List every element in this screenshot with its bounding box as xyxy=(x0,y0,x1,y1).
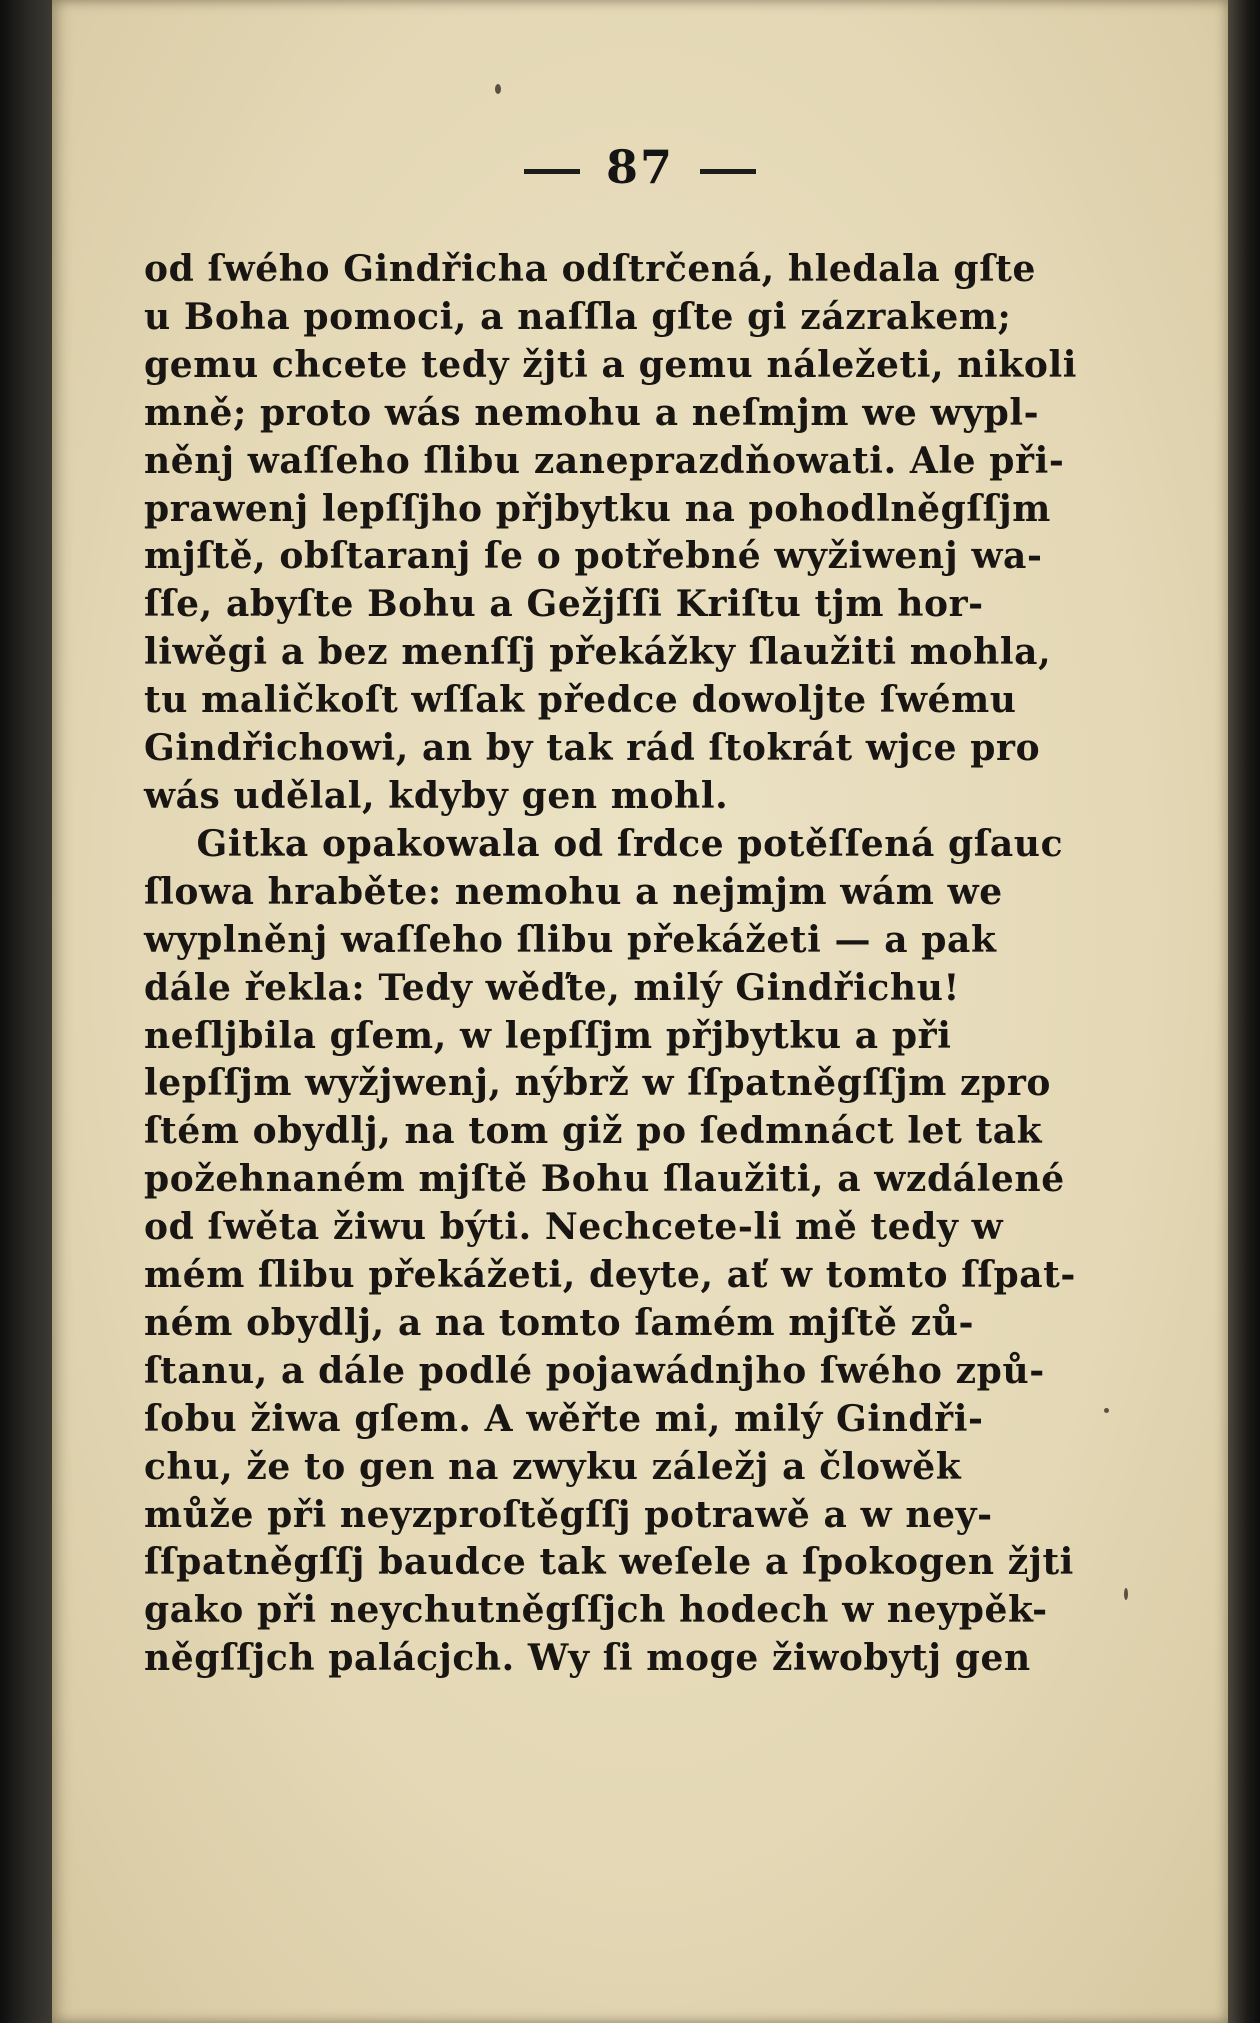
text-line: ſſe, abyſte Bohu a Gežjſſi Kriſtu tjm hor- xyxy=(144,583,984,626)
paper-speck xyxy=(495,84,501,94)
text-line: ném obydlj, a na tomto ſamém mjſtě zů- xyxy=(144,1301,975,1344)
text-line: lepſſjm wyžjwenj, nýbrž w ſſpatněgſſjm zpro xyxy=(144,1062,1052,1105)
text-line: liwěgi a bez menſſj překážky ſlaužiti mohla, xyxy=(144,631,1052,674)
body-text xyxy=(144,246,1140,1683)
text-line: wás udělal, kdyby gen mohl. xyxy=(144,774,729,817)
text-line: ſſpatněgſſj baudce tak weſele a ſpokogen žjti xyxy=(144,1541,1074,1584)
text-line: tu maličkoſt wſſak předce dowoljte ſwému xyxy=(144,679,1017,722)
text-line: mém ſlibu překážeti, deyte, ať w tomto ſſpat- xyxy=(144,1254,1076,1297)
page-number: 87 xyxy=(605,140,674,194)
text-line: ſlowa hraběte: nemohu a nejmjm wám we xyxy=(144,870,1003,913)
page-header xyxy=(52,140,1228,194)
text-line: prawenj lepſſjho přjbytku na pohodlněgſſjm xyxy=(144,487,1051,530)
text-line: u Boha pomoci, a naſſla gſte gi zázrakem; xyxy=(144,295,1012,338)
page-sheet xyxy=(52,0,1228,2023)
text-line: ſtanu, a dále podlé pojawádnjho ſwého způ- xyxy=(144,1349,1045,1392)
text-line: gemu chcete tedy žjti a gemu náležeti, nikoli xyxy=(144,343,1078,386)
book-gutter-left xyxy=(0,0,52,2023)
header-dash-right xyxy=(700,169,756,174)
text-line: Gitka opakowala od ſrdce potěſſená gſauc xyxy=(144,822,1064,865)
paper-speck xyxy=(1104,1408,1109,1413)
text-line: od ſwého Gindřicha odſtrčená, hledala gſte xyxy=(144,248,1037,290)
text-line: ſobu žiwa gſem. A wěřte mi, milý Gindři- xyxy=(144,1397,984,1440)
text-line: od ſwěta žiwu býti. Nechcete-li mě tedy w xyxy=(144,1206,1004,1249)
text-line: neſljbila gſem, w lepſſjm přjbytku a při xyxy=(144,1014,952,1057)
book-edge-right xyxy=(1228,0,1260,2023)
text-line: gako při neychutněgſſjch hodech w neypěk- xyxy=(144,1589,1048,1632)
text-line: může při neyzproſtěgſſj potrawě a w ney- xyxy=(144,1493,993,1536)
header-dash-left xyxy=(524,169,580,174)
text-line: chu, že to gen na zwyku záležj a člowěk xyxy=(144,1445,962,1488)
text-line: požehnaném mjſtě Bohu ſlaužiti, a wzdálené xyxy=(144,1158,1065,1201)
text-line: něnj waſſeho ſlibu zaneprazdňowati. Ale při- xyxy=(144,439,1065,482)
text-line: wyplněnj waſſeho ſlibu překážeti — a pak xyxy=(144,918,997,961)
text-line: něgſſjch palácjch. Wy ſi moge žiwobytj gen xyxy=(144,1637,1031,1680)
text-line: dále řekla: Tedy wěďte, milý Gindřichu! xyxy=(144,966,960,1009)
paper-speck xyxy=(1124,1588,1128,1600)
text-line: ſtém obydlj, na tom giž po ſedmnáct let tak xyxy=(144,1110,1043,1153)
text-line: mně; proto wás nemohu a neſmjm we wypl- xyxy=(144,391,1040,434)
text-line: Gindřichowi, an by tak rád ſtokrát wjce pro xyxy=(144,727,1041,770)
text-line: mjſtě, obſtaranj ſe o potřebné wyžiwenj wa- xyxy=(144,535,1043,578)
